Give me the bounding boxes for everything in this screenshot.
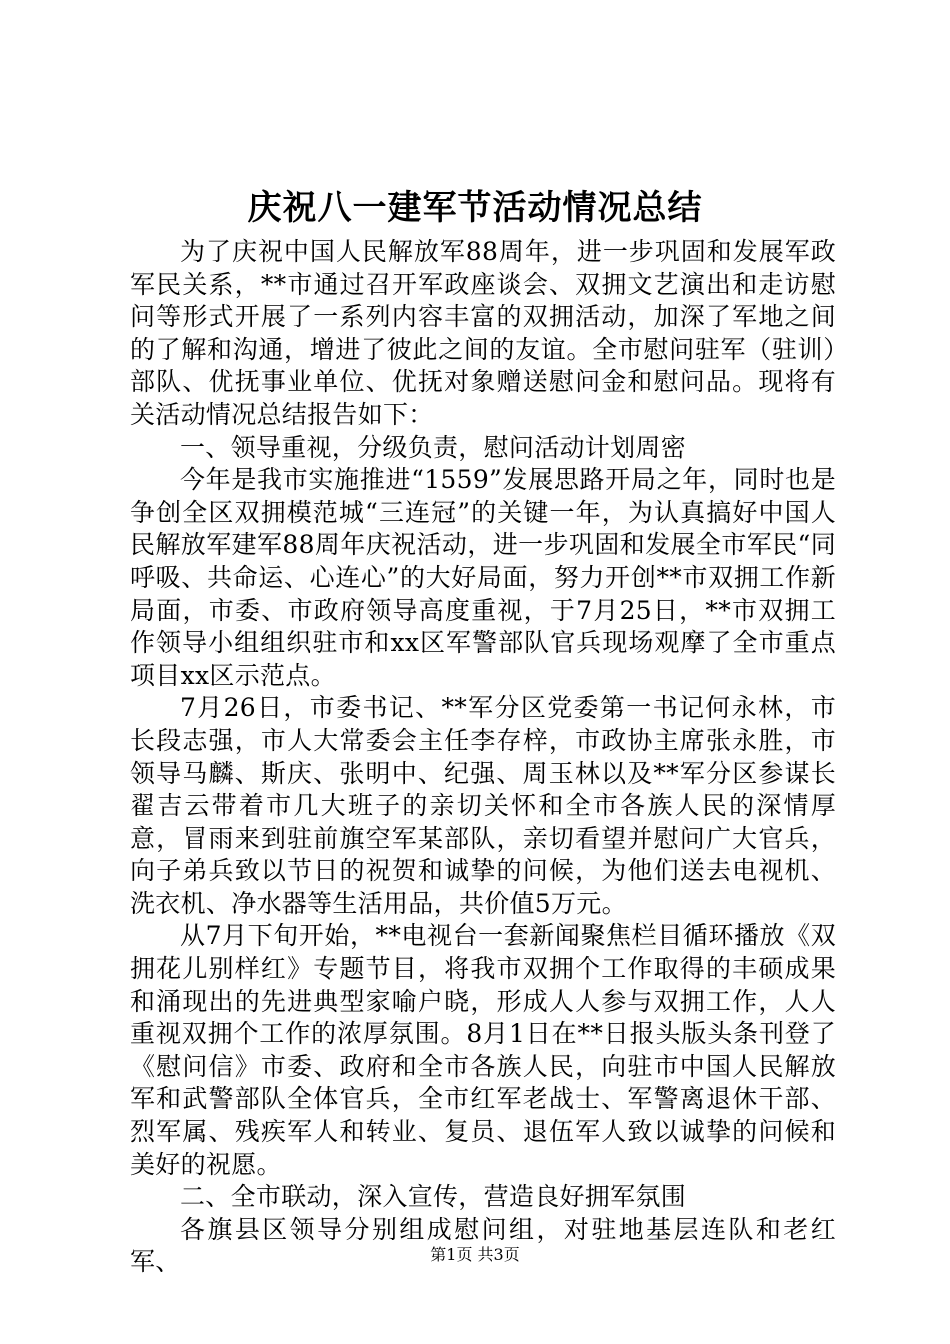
body-paragraph: 从7月下旬开始，**电视台一套新闻聚焦栏目循环播放《双拥花儿别样红》专题节目，将我市双拥个工作取得的丰硕成果和涌现出的先进典型家喻户晓，形成人人参与双拥工作，人人重视双拥个工作的浓厚氛围。8月1日在**日报头版头条刊登了《慰问信》市委、政府和全市各族人民，向驻市中国人民解放军和武警部队全体官兵，全市红军老战士、军警离退休干部、烈军属、残疾军人和转业、复员、退伍军人致以诚挚的问候和美好的祝愿。	[130, 921, 836, 1179]
page-footer: 第1页 共3页	[430, 1245, 520, 1264]
body-paragraph: 今年是我市实施推进“1559”发展思路开局之年，同时也是争创全区双拥模范城“三连冠”的关键一年，为认真搞好中国人民解放军建军88周年庆祝活动，进一步巩固和发展全市军民“同呼吸、共命运、心连心”的大好局面，努力开创**市双拥工作新局面，市委、市政府领导高度重视，于7月25日，**市双拥工作领导小组组织驻市和xx区军警部队官兵现场观摩了全市重点项目xx区示范点。	[130, 465, 836, 690]
body-paragraph: 各旗县区领导分别组成慰问组，对驻地基层连队和老红军、	[130, 1214, 836, 1277]
document-body	[130, 236, 836, 1279]
section-heading-1: 一、领导重视，分级负责，慰问活动计划周密	[180, 432, 687, 462]
intro-paragraph: 为了庆祝中国人民解放军88周年，进一步巩固和发展军政军民关系，**市通过召开军政座谈会、双拥文艺演出和走访慰问等形式开展了一系列内容丰富的双拥活动，加深了军地之间的了解和沟通，增进了彼此之间的友谊。全市慰问驻军（驻训）部队、优抚事业单位、优抚对象赠送慰问金和慰问品。现将有关活动情况总结报告如下：	[130, 237, 836, 429]
body-paragraph: 7月26日，市委书记、**军分区党委第一书记何永林，市长段志强，市人大常委会主任李存梓，市政协主席张永胜，市领导马麟、斯庆、张明中、纪强、周玉林以及**军分区参谋长翟吉云带着市几大班子的亲切关怀和全市各族人民的深情厚意，冒雨来到驻前旗空军某部队，亲切看望并慰问广大官兵，向子弟兵致以节日的祝贺和诚挚的问候，为他们送去电视机、洗衣机、净水器等生活用品，共价值5万元。	[130, 693, 836, 918]
section-heading-2: 二、全市联动，深入宣传，营造良好拥军氛围	[180, 1182, 687, 1212]
document-title: 庆祝八一建军节活动情况总结	[247, 188, 703, 228]
